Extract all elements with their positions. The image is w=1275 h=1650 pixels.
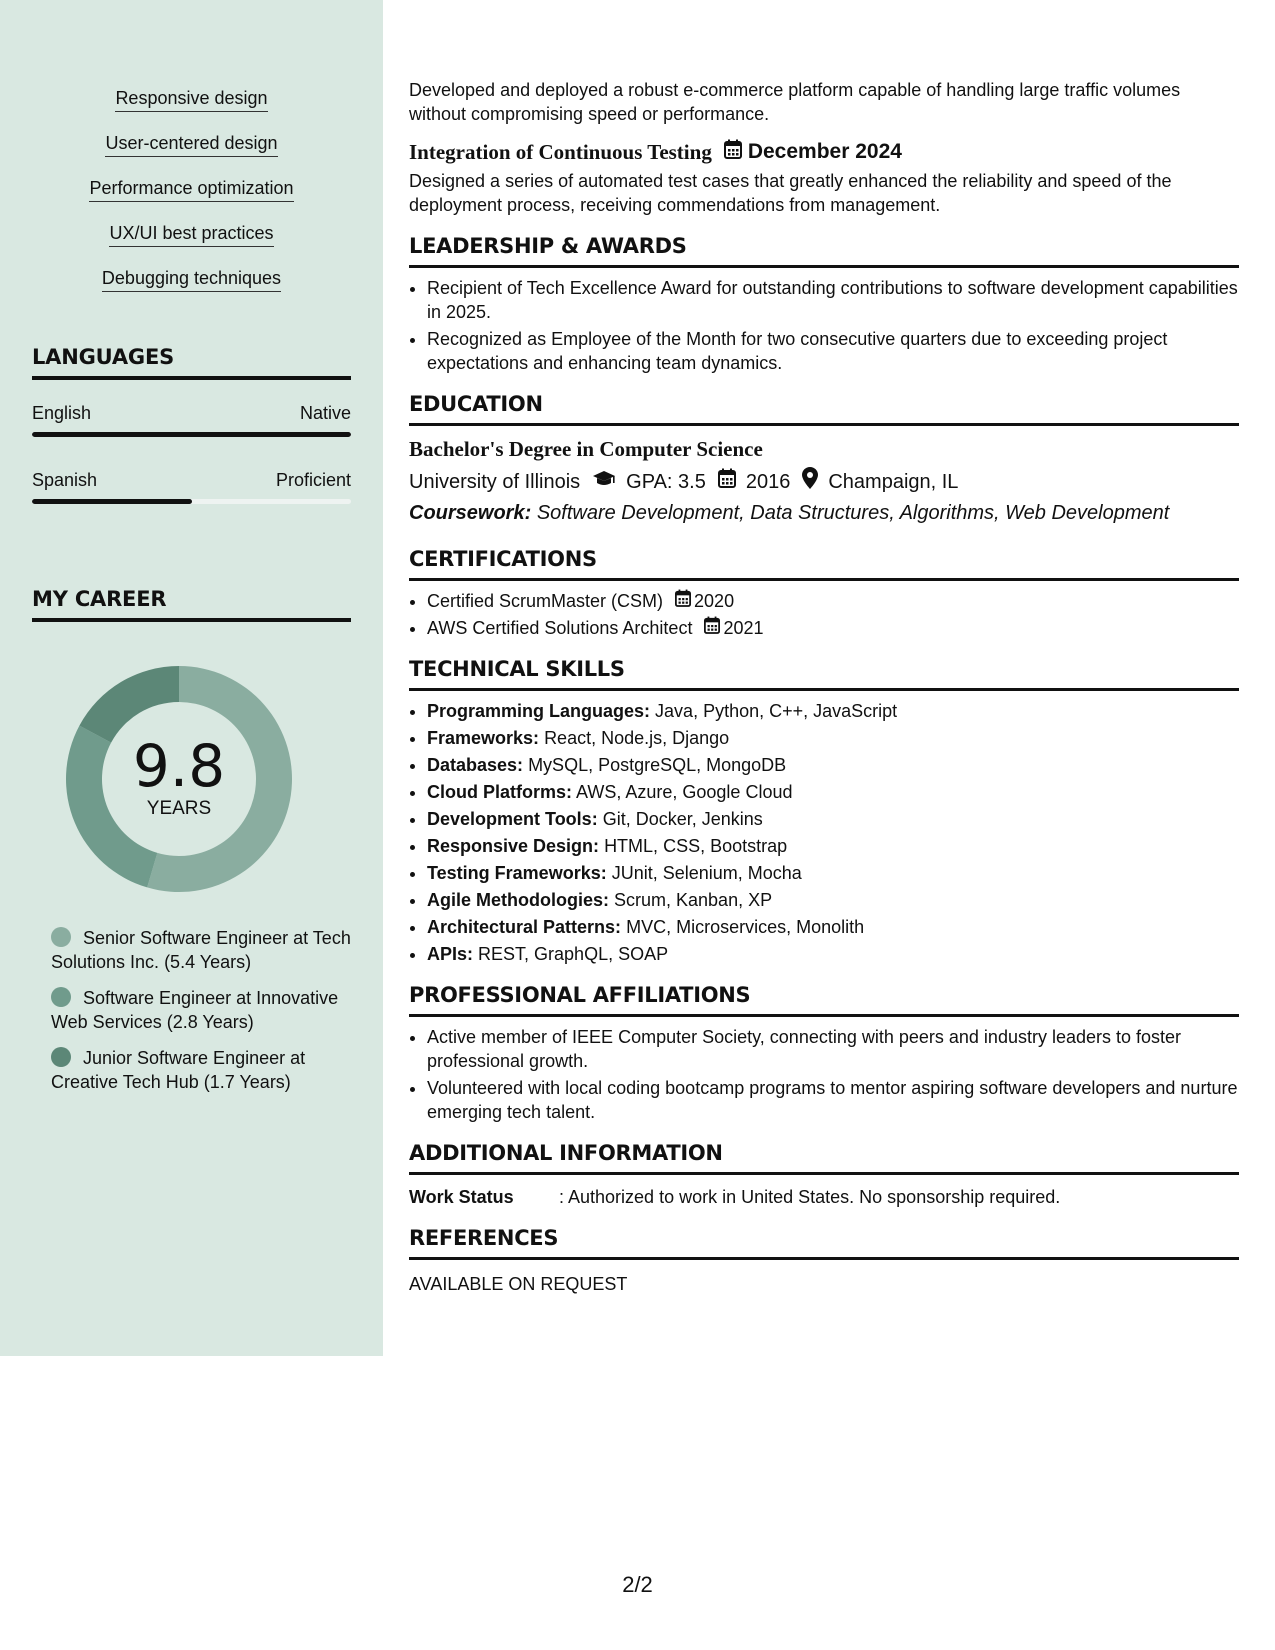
calendar-icon [704, 616, 720, 640]
career-total-value: 9.8 [132, 732, 226, 800]
education-heading: EDUCATION [409, 391, 1239, 426]
skills-list [0, 86, 383, 311]
skill-label: Programming Languages: [427, 701, 651, 721]
project-date: December 2024 [747, 140, 902, 163]
languages-section [32, 344, 351, 504]
language-name: Spanish [32, 470, 98, 490]
skill-item [427, 699, 1239, 723]
career-item-text: Junior Software Engineer at Creative Tech Hub (1.7 Years) [51, 1048, 306, 1092]
leadership-heading: LEADERSHIP & AWARDS [409, 233, 1239, 268]
references-heading: REFERENCES [409, 1225, 1239, 1260]
sidebar [0, 0, 383, 1356]
skill-value: HTML, CSS, Bootstrap [604, 836, 788, 856]
skill-value: JUnit, Selenium, Mocha [611, 863, 802, 883]
education-school: University of Illinois [409, 470, 581, 493]
skill-label: Frameworks: [427, 728, 540, 748]
language-bar [32, 432, 351, 437]
education-year: 2016 [745, 470, 791, 493]
language-name: English [32, 403, 92, 423]
legend-dot [51, 1047, 71, 1067]
certification-name: • Certified ScrumMaster (CSM) [427, 591, 664, 611]
language-level: Proficient [275, 470, 351, 490]
skill-tag: Debugging techniques [102, 266, 281, 292]
language-item [32, 402, 351, 437]
certification-item [427, 589, 1239, 613]
skill-item [427, 942, 1239, 966]
skill-value: Git, Docker, Jenkins [602, 809, 763, 829]
legend-dot [51, 927, 71, 947]
calendar-icon [675, 589, 691, 613]
skill-value: MVC, Microservices, Monolith [626, 917, 865, 937]
location-pin-icon [802, 467, 818, 496]
career-item [51, 986, 351, 1034]
skill-item [427, 888, 1239, 912]
skill-item [427, 915, 1239, 939]
calendar-icon [718, 468, 736, 495]
certifications-list [409, 589, 1239, 640]
project-title: Integration of Continuous Testing [409, 140, 712, 164]
skill-label: Databases: [427, 755, 524, 775]
skill-label: Cloud Platforms: [427, 782, 573, 802]
language-bar-fill [32, 432, 351, 437]
certification-item [427, 616, 1239, 640]
career-item-text: Senior Software Engineer at Tech Solutions Inc. (5.4 Years) [51, 928, 351, 972]
affiliations-heading: PROFESSIONAL AFFILIATIONS [409, 982, 1239, 1017]
skill-tag: Responsive design [115, 86, 267, 112]
education-location: Champaign, IL [828, 470, 959, 493]
coursework-text: Software Development, Data Structures, Algorithms, Web Development [536, 502, 1170, 524]
list-item: • Volunteered with local coding bootcamp programs to mentor aspiring software developers and nurture emerging tech talent. [427, 1076, 1239, 1124]
education-degree: Bachelor's Degree in Computer Science [409, 437, 763, 461]
language-item [32, 469, 351, 504]
education-coursework [409, 500, 1239, 526]
skill-value: MySQL, PostgreSQL, MongoDB [528, 755, 787, 775]
list-item: • Recognized as Employee of the Month for two consecutive quarters due to exceeding project expectations and enhancing team dynamics. [427, 327, 1239, 375]
skill-tag: UX/UI best practices [109, 221, 273, 247]
work-status-value: : Authorized to work in United States. No sponsorship required. [559, 1187, 1061, 1207]
skill-tag: Performance optimization [89, 176, 293, 202]
career-total-unit: YEARS [146, 798, 212, 819]
career-donut-chart [66, 666, 292, 892]
language-level: Native [299, 403, 351, 423]
skill-label: APIs: [427, 944, 474, 964]
certifications-heading: CERTIFICATIONS [409, 546, 1239, 581]
skill-value: React, Node.js, Django [544, 728, 730, 748]
skill-label: Testing Frameworks: [427, 863, 607, 883]
career-item-text: Software Engineer at Innovative Web Services (2.8 Years) [51, 988, 339, 1032]
intro-text: Developed and deployed a robust e-commerce platform capable of handling large traffic volumes without compromising speed or performance. [409, 80, 1181, 124]
calendar-icon [724, 139, 742, 165]
skill-item [427, 807, 1239, 831]
additional-info-heading: ADDITIONAL INFORMATION [409, 1140, 1239, 1175]
leadership-list [409, 276, 1239, 375]
career-item [51, 1046, 351, 1094]
technical-skills-heading: TECHNICAL SKILLS [409, 656, 1239, 691]
skill-tag: User-centered design [105, 131, 277, 157]
skill-value: Java, Python, C++, JavaScript [655, 701, 898, 721]
skill-label: Development Tools: [427, 809, 598, 829]
skill-value: AWS, Azure, Google Cloud [576, 782, 793, 802]
technical-skills-list [409, 699, 1239, 966]
list-item: • Active member of IEEE Computer Society, connecting with peers and industry leaders to foster professional growth. [427, 1025, 1239, 1073]
work-status-row [409, 1185, 1239, 1209]
certification-year: 2020 [694, 591, 735, 611]
main-content [409, 78, 1239, 1296]
coursework-label: Coursework: [409, 502, 532, 524]
skill-item [427, 753, 1239, 777]
skill-value: Scrum, Kanban, XP [614, 890, 773, 910]
skill-item [427, 861, 1239, 885]
skill-label: Architectural Patterns: [427, 917, 622, 937]
career-list [32, 926, 351, 1094]
certification-year: 2021 [723, 618, 764, 638]
references-text: AVAILABLE ON REQUEST [409, 1274, 628, 1294]
graduation-cap-icon [592, 469, 616, 495]
languages-heading: LANGUAGES [32, 344, 351, 380]
career-heading: MY CAREER [32, 586, 351, 622]
education-details [409, 467, 1239, 496]
language-bar [32, 499, 351, 504]
project-description: Designed a series of automated test cases that greatly enhanced the reliability and speed of the deployment process, receiving commendations from management. [409, 171, 1172, 215]
work-status-label: Work Status [409, 1187, 514, 1207]
language-bar-fill [32, 499, 192, 504]
page-number: 2/2 [622, 1572, 653, 1597]
certification-name: • AWS Certified Solutions Architect [427, 618, 693, 638]
legend-dot [51, 987, 71, 1007]
list-item: • Recipient of Tech Excellence Award for outstanding contributions to software development capabilities in 2025. [427, 276, 1239, 324]
skill-label: Responsive Design: [427, 836, 600, 856]
career-section [32, 586, 351, 1106]
affiliations-list [409, 1025, 1239, 1124]
skill-item [427, 726, 1239, 750]
skill-item [427, 780, 1239, 804]
project-title-row [409, 139, 1239, 165]
skill-item [427, 834, 1239, 858]
education-gpa: GPA: 3.5 [626, 470, 706, 493]
skill-label: Agile Methodologies: [427, 890, 609, 910]
career-item [51, 926, 351, 974]
skill-value: REST, GraphQL, SOAP [478, 944, 669, 964]
